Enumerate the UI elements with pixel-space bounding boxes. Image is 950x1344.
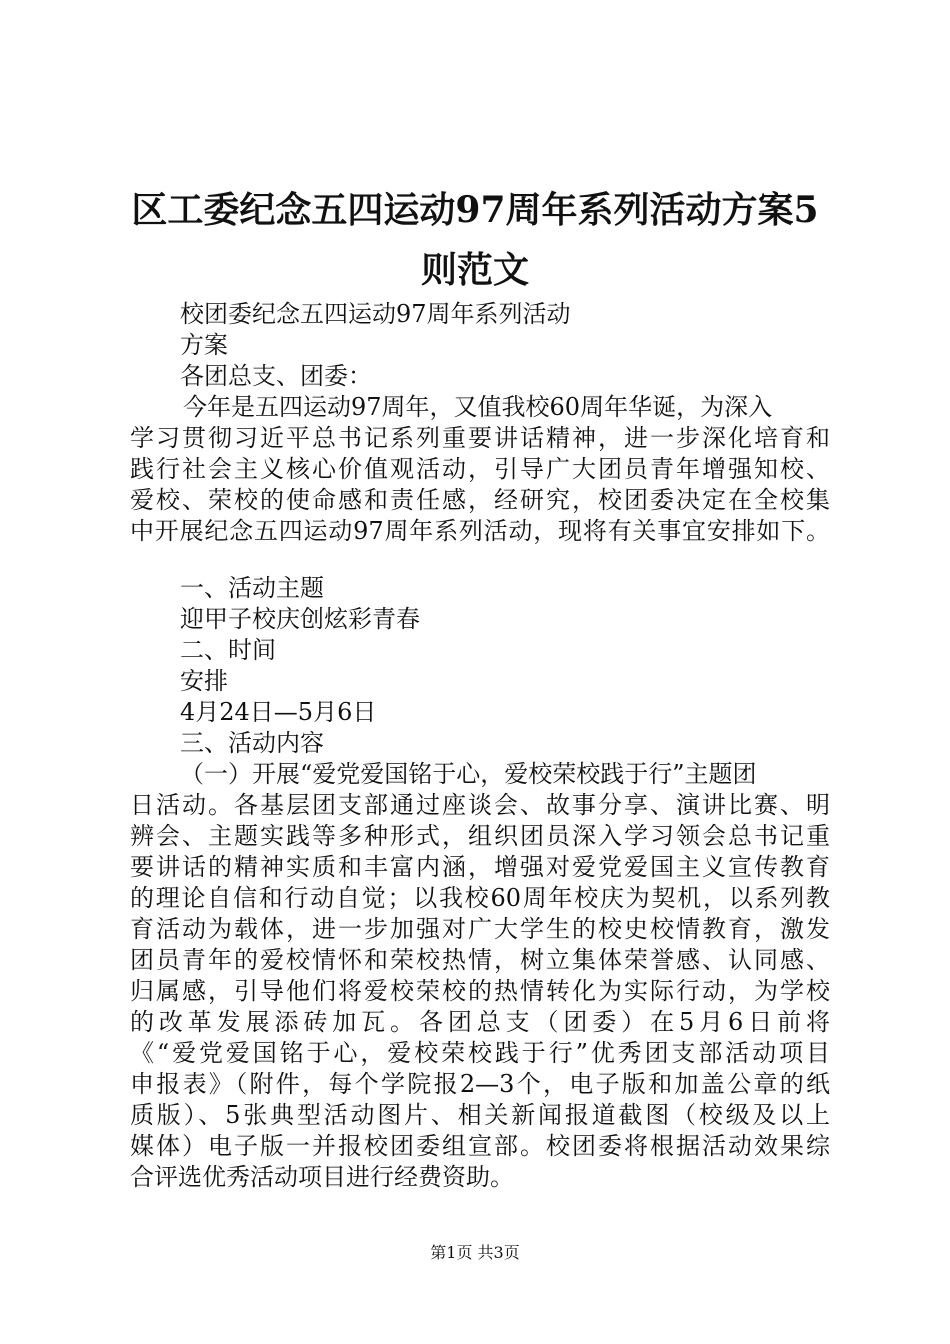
section-3-paragraph-line: 辨会、主题实践等多种形式，组织团员深入学习领会总书记重 [130,822,830,850]
intro-paragraph-line: 践行社会主义核心价值观活动，引导广大团员青年增强知校、 [130,455,830,483]
section-2-dates: 4月24日—5月6日 [180,698,377,726]
section-3-heading: 三、活动内容 [180,729,324,757]
subtitle-line-1: 校团委纪念五四运动97周年系列活动 [180,300,571,328]
section-3-paragraph-line: 的改革发展添砖加瓦。各团总支（团委）在5月6日前将 [130,1008,830,1036]
section-3-paragraph-line: 的理论自信和行动自觉；以我校60周年校庆为契机，以系列教 [130,884,830,912]
section-3-paragraph-line: 《“爱党爱国铭于心，爱校荣校践于行”优秀团支部活动项目 [130,1039,830,1067]
section-3-paragraph-line: 归属感，引导他们将爱校荣校的热情转化为实际行动，为学校 [130,977,830,1005]
salutation: 各团总支、团委： [180,362,372,390]
section-3-paragraph-line: 育活动为载体，进一步加强对广大学生的校史校情教育，激发 [130,915,830,943]
document-title-line-2: 则范文 [420,249,529,291]
section-3-paragraph-line: 团员青年的爱校情怀和荣校热情，树立集体荣誉感、认同感、 [130,946,830,974]
page-footer: 第1页 共3页 [430,1243,520,1262]
intro-paragraph-line: 今年是五四运动97周年，又值我校60周年华诞，为深入 [183,393,773,421]
section-2-subheading: 安排 [180,667,228,695]
intro-paragraph-line: 爱校、荣校的使命感和责任感，经研究，校团委决定在全校集 [130,486,830,514]
section-3-paragraph-line: 合评选优秀活动项目进行经费资助。 [130,1163,514,1191]
section-3-paragraph-line: 媒体）电子版一并报校团委组宣部。校团委将根据活动效果综 [130,1132,830,1160]
section-2-heading: 二、时间 [180,636,276,664]
section-3-paragraph-line: 申报表》（附件，每个学院报2—3个，电子版和加盖公章的纸 [130,1070,830,1098]
section-3-paragraph-line: 质版）、5张典型活动图片、相关新闻报道截图（校级及以上 [130,1101,830,1129]
subtitle-line-2: 方案 [180,331,228,359]
section-3-paragraph-line: （一）开展“爱党爱国铭于心，爱校荣校践于行”主题团 [180,760,757,788]
intro-paragraph-line: 学习贯彻习近平总书记系列重要讲话精神，进一步深化培育和 [130,424,830,452]
section-3-paragraph-line: 日活动。各基层团支部通过座谈会、故事分享、演讲比赛、明 [130,791,830,819]
section-3-paragraph-line: 要讲话的精神实质和丰富内涵，增强对爱党爱国主义宣传教育 [130,853,830,881]
section-1-heading: 一、活动主题 [180,574,324,602]
intro-paragraph-line: 中开展纪念五四运动97周年系列活动，现将有关事宜安排如下。 [130,517,830,545]
document-title-line-1: 区工委纪念五四运动97周年系列活动方案5 [131,189,819,231]
section-1-theme: 迎甲子校庆创炫彩青春 [180,605,420,633]
